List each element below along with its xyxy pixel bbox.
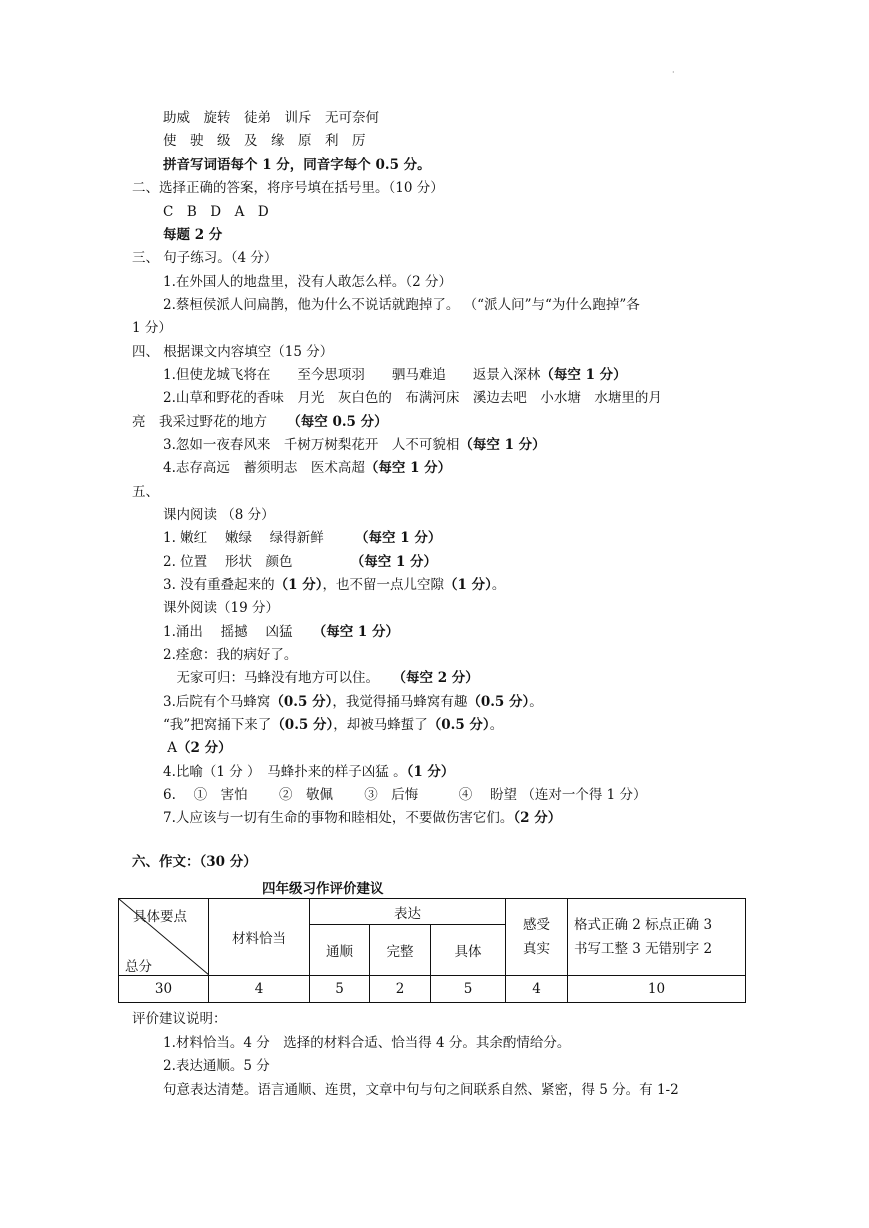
extra-answer-2: 2.痊愈：我的病好了。 [163, 647, 298, 663]
table-title: 四年级习作评价建议 [262, 881, 384, 897]
corner-bottom-label: 总分 [125, 959, 152, 975]
eval-notes-heading: 评价建议说明： [132, 1011, 227, 1027]
section-4-answer-2: 2.山草和野花的香味 月光 灰白色的 布满河床 溪边去吧 小水塘 水塘里的月 [163, 390, 662, 406]
section-4-answer-3: 3.忽如一夜春风来 千树万树梨花开 人不可貌相（每空 1 分） [163, 437, 546, 453]
section-2-heading: 二、选择正确的答案，将序号填在括号里。（10 分） [132, 180, 444, 196]
answer-line-words: 助威 旋转 徒弟 训斥 无可奈何 [163, 110, 379, 126]
section-4-answer-4: 4.志存高远 蓄须明志 医术高超（每空 1 分） [163, 460, 452, 476]
section-5-heading: 五、 [132, 484, 159, 500]
answer-line-homophones: 使 驶 级 及 缘 原 利 厉 [163, 133, 366, 149]
extra-answer-3-b: “我”把窝捅下来了（0.5 分），却被马蜂蜇了（0.5 分）。 [163, 717, 504, 733]
cell-complete: 2 [370, 976, 431, 1003]
corner-cell [119, 899, 209, 976]
eval-note-2-detail: 句意表达清楚。语言通顺、连贯，文章中句与句之间联系自然、紧密，得 5 分。有 1-2 [163, 1082, 679, 1098]
header-expression: 表达 [310, 899, 506, 925]
section-2-scoring: 每题 2 分 [163, 227, 223, 243]
in-class-answer-1: 1. 嫩红 嫩绿 绿得新鲜 （每空 1 分） [163, 530, 442, 546]
section-3-answer-2: 2.蔡桓侯派人问扁鹊，他为什么不说话就跑掉了。 （“派人问”与“为什么跑掉”各 [163, 297, 640, 313]
header-concrete: 具体 [431, 925, 506, 976]
extra-answer-4: 4.比喻（1 分 ） 马蜂扑来的样子凶猛 。（1 分） [163, 764, 455, 780]
header-complete: 完整 [370, 925, 431, 976]
section-3-heading: 三、 句子练习。（4 分） [132, 250, 278, 266]
header-material: 材料恰当 [209, 899, 310, 976]
cell-concrete: 5 [431, 976, 506, 1003]
in-class-reading-heading: 课内阅读 （8 分） [163, 507, 275, 523]
section-6-heading: 六、作文：（30 分） [132, 854, 257, 870]
section-3-answer-1: 1.在外国人的地盘里，没有人敢怎么样。（2 分） [163, 274, 453, 290]
section-4-answer-2-cont: 亮 我采过野花的地方 （每空 0.5 分） [132, 414, 388, 430]
cell-material: 4 [209, 976, 310, 1003]
corner-top-label: 具体要点 [133, 909, 187, 925]
section-2-answers: C B D A D [163, 204, 269, 220]
extra-answer-6: 6. ① 害怕 ② 敬佩 ③ 后悔 ④ 盼望 （连对一个得 1 分） [163, 787, 647, 803]
corner-mark: · [672, 68, 675, 77]
extra-answer-3: 3.后院有个马蜂窝（0.5 分），我觉得捅马蜂窝有趣（0.5 分）。 [163, 694, 543, 710]
cell-total: 30 [119, 976, 209, 1003]
in-class-answer-3: 3. 没有重叠起来的（1 分），也不留一点儿空隙（1 分）。 [163, 577, 506, 593]
header-fluent: 通顺 [310, 925, 370, 976]
section-4-answer-1: 1.但使龙城飞将在 至今思项羽 驷马难追 返景入深林（每空 1 分） [163, 367, 627, 383]
cell-format: 10 [568, 976, 746, 1003]
extra-answer-1: 1.涌出 摇撼 凶猛 （每空 1 分） [163, 624, 400, 640]
extra-reading-heading: 课外阅读（19 分） [163, 600, 279, 616]
evaluation-table [118, 898, 746, 1003]
extra-answer-2-b: 无家可归：马蜂没有地方可以住。 （每空 2 分） [163, 670, 479, 686]
header-format: 格式正确 2 标点正确 3 书写工整 3 无错别字 2 [568, 899, 746, 976]
cell-feeling: 4 [506, 976, 568, 1003]
scoring-note-section1: 拼音写词语每个 1 分，同音字每个 0.5 分。 [163, 157, 431, 173]
extra-answer-7: 7.人应该与一切有生命的事物和睦相处，不要做伤害它们。（2 分） [163, 810, 562, 826]
section-4-heading: 四、 根据课文内容填空（15 分） [132, 344, 334, 360]
extra-answer-3-c: A（2 分） [163, 740, 232, 756]
eval-note-1: 1.材料恰当。4 分 选择的材料合适、恰当得 4 分。其余酌情给分。 [163, 1035, 571, 1051]
header-feeling: 感受真实 [506, 899, 568, 976]
table-row [119, 976, 746, 1003]
cell-fluent: 5 [310, 976, 370, 1003]
in-class-answer-2: 2. 位置 形状 颜色 （每空 1 分） [163, 554, 438, 570]
eval-note-2: 2.表达通顺。5 分 [163, 1058, 270, 1074]
section-3-answer-2-cont: 1 分） [132, 320, 172, 336]
